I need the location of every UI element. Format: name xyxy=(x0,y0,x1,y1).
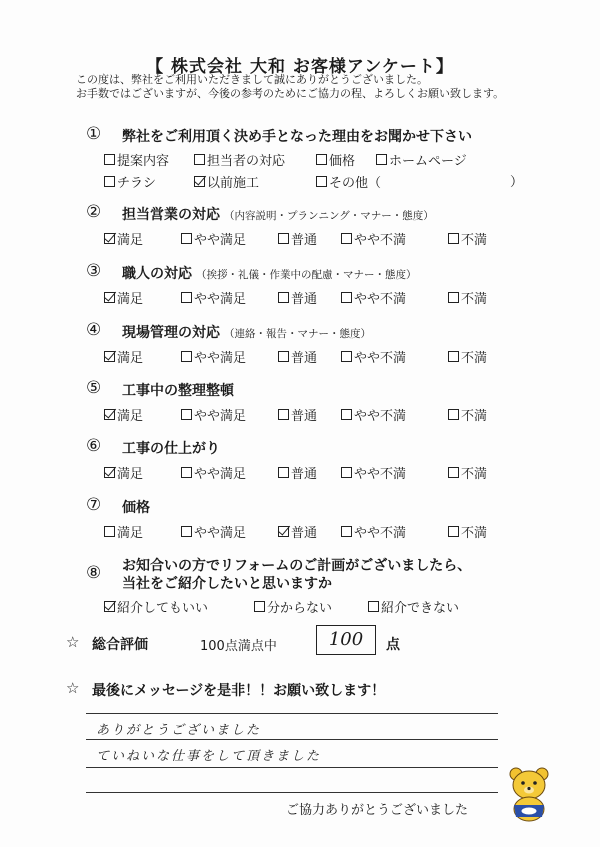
q7-option-4[interactable] xyxy=(448,522,487,541)
checkbox-icon[interactable] xyxy=(181,467,192,478)
option-label: 普通 xyxy=(291,467,318,482)
option-label: その他（ xyxy=(329,176,382,191)
bear-mascot-icon xyxy=(506,765,552,823)
checkbox-icon[interactable] xyxy=(448,292,459,303)
checkbox-checked-icon[interactable] xyxy=(104,233,115,244)
checkbox-icon[interactable] xyxy=(104,526,115,537)
option-label: 不満 xyxy=(461,351,488,366)
q4-number: ④ xyxy=(86,320,102,340)
option-label: 提案内容 xyxy=(117,154,170,169)
q5-number: ⑤ xyxy=(86,378,102,398)
q1-option-5[interactable] xyxy=(194,172,259,191)
option-label: やや不満 xyxy=(354,526,407,541)
q4-option-1[interactable] xyxy=(181,347,246,366)
q5-title xyxy=(122,380,234,400)
checkbox-icon[interactable] xyxy=(341,351,352,362)
checkbox-icon[interactable] xyxy=(448,409,459,420)
message-line-rule-3 xyxy=(86,792,498,793)
overall-star-icon: ☆ xyxy=(66,633,80,651)
option-label: やや満足 xyxy=(194,467,247,482)
q5-option-1[interactable] xyxy=(181,405,246,424)
checkbox-checked-icon[interactable] xyxy=(194,176,205,187)
q8-title-line-1: お知合いの方でリフォームのご計画がございましたら、 xyxy=(122,558,472,574)
q5-option-3[interactable] xyxy=(341,405,406,424)
checkbox-icon[interactable] xyxy=(341,292,352,303)
q1-option-2[interactable] xyxy=(316,150,355,169)
q6-option-1[interactable] xyxy=(181,463,246,482)
checkbox-icon[interactable] xyxy=(448,351,459,362)
message-line-rule-1 xyxy=(86,739,498,740)
checkbox-checked-icon[interactable] xyxy=(104,601,115,612)
message-line-rule-2 xyxy=(86,767,498,768)
message-line-2[interactable]: ていねいな仕事をして頂きました xyxy=(96,749,322,764)
checkbox-icon[interactable] xyxy=(194,154,205,165)
q4-option-3[interactable] xyxy=(341,347,406,366)
option-label: 満足 xyxy=(117,351,144,366)
checkbox-icon[interactable] xyxy=(341,409,352,420)
option-label: 価格 xyxy=(329,154,356,169)
option-label: 不満 xyxy=(461,233,488,248)
checkbox-icon[interactable] xyxy=(181,351,192,362)
option-label: 紹介してもいい xyxy=(117,601,209,616)
checkbox-checked-icon[interactable] xyxy=(104,292,115,303)
q7-option-0[interactable] xyxy=(104,522,143,541)
checkbox-checked-icon[interactable] xyxy=(278,526,289,537)
intro-line-2: お手数ではございますが、今後の参考のためにご協力の程、よろしくお願い致します。 xyxy=(76,87,505,100)
q4-option-4[interactable] xyxy=(448,347,487,366)
q3-option-2[interactable] xyxy=(278,288,317,307)
checkbox-icon[interactable] xyxy=(181,292,192,303)
option-label: 普通 xyxy=(291,409,318,424)
checkbox-icon[interactable] xyxy=(376,154,387,165)
q4-title xyxy=(122,322,371,342)
q6-number: ⑥ xyxy=(86,436,102,456)
q3-subtitle: （挨拶・礼儀・作業中の配慮・マナー・態度） xyxy=(196,269,417,281)
q4-option-2[interactable] xyxy=(278,347,317,366)
option-label: やや満足 xyxy=(194,233,247,248)
checkbox-icon[interactable] xyxy=(181,233,192,244)
checkbox-icon[interactable] xyxy=(278,409,289,420)
q7-title xyxy=(122,497,150,517)
q1-other-close: ） xyxy=(510,175,524,190)
q6-option-4[interactable] xyxy=(448,463,487,482)
checkbox-icon[interactable] xyxy=(341,526,352,537)
option-label: やや不満 xyxy=(354,351,407,366)
option-label: 紹介できない xyxy=(381,601,460,616)
option-label: 不満 xyxy=(461,467,488,482)
q5-option-4[interactable] xyxy=(448,405,487,424)
q2-subtitle: （内容説明・プランニング・マナー・態度） xyxy=(224,210,434,222)
q2-option-2[interactable] xyxy=(278,229,317,248)
checkbox-icon[interactable] xyxy=(278,467,289,478)
q8-option-1[interactable] xyxy=(254,597,332,616)
page-title: 【 株式会社 大和 お客様アンケート】 xyxy=(146,57,454,77)
checkbox-icon[interactable] xyxy=(254,601,265,612)
q2-option-0[interactable] xyxy=(104,229,143,248)
option-label: 以前施工 xyxy=(207,176,260,191)
q2-number: ② xyxy=(86,202,102,222)
checkbox-checked-icon[interactable] xyxy=(104,351,115,362)
q1-option-3[interactable] xyxy=(376,150,467,169)
option-label: チラシ xyxy=(117,176,157,191)
q7-number: ⑦ xyxy=(86,495,102,515)
q3-title xyxy=(122,263,417,283)
checkbox-icon[interactable] xyxy=(316,154,327,165)
q1-option-1[interactable] xyxy=(194,150,285,169)
q3-option-3[interactable] xyxy=(341,288,406,307)
q2-title xyxy=(122,204,434,224)
checkbox-icon[interactable] xyxy=(104,176,115,187)
checkbox-icon[interactable] xyxy=(278,292,289,303)
checkbox-icon[interactable] xyxy=(316,176,327,187)
option-label: やや満足 xyxy=(194,526,247,541)
checkbox-icon[interactable] xyxy=(104,154,115,165)
message-line-top xyxy=(86,713,498,714)
option-label: やや不満 xyxy=(354,409,407,424)
q2-title-text: 担当営業の対応 xyxy=(122,207,220,223)
checkbox-checked-icon[interactable] xyxy=(104,409,115,420)
q6-option-0[interactable] xyxy=(104,463,143,482)
checkbox-icon[interactable] xyxy=(341,233,352,244)
q6-title xyxy=(122,438,220,458)
option-label: やや不満 xyxy=(354,467,407,482)
q2-option-3[interactable] xyxy=(341,229,406,248)
overall-scale-text: 100点満点中 xyxy=(200,639,277,654)
option-label: やや満足 xyxy=(194,409,247,424)
q1-option-0[interactable] xyxy=(104,150,169,169)
option-label: 満足 xyxy=(117,409,144,424)
checkbox-icon[interactable] xyxy=(448,526,459,537)
q2-option-1[interactable] xyxy=(181,229,246,248)
intro-line-1: この度は、弊社をご利用いただきまして誠にありがとうございました。 xyxy=(76,73,428,86)
option-label: 普通 xyxy=(291,526,318,541)
q3-option-1[interactable] xyxy=(181,288,246,307)
checkbox-icon[interactable] xyxy=(181,526,192,537)
checkbox-icon[interactable] xyxy=(448,467,459,478)
option-label: 普通 xyxy=(291,351,318,366)
message-star-icon: ☆ xyxy=(66,679,80,697)
q4-title-text: 現場管理の対応 xyxy=(122,325,220,341)
q7-option-3[interactable] xyxy=(341,522,406,541)
q8-number: ⑧ xyxy=(86,563,102,583)
checkbox-icon[interactable] xyxy=(278,351,289,362)
q3-title-text: 職人の対応 xyxy=(122,266,192,282)
q1-number: ① xyxy=(86,124,102,144)
checkbox-icon[interactable] xyxy=(278,233,289,244)
q1-option-4[interactable] xyxy=(104,172,156,191)
checkbox-icon[interactable] xyxy=(341,467,352,478)
q6-option-2[interactable] xyxy=(278,463,317,482)
option-label: 満足 xyxy=(117,292,144,307)
q1-option-6[interactable] xyxy=(316,172,381,191)
q3-option-0[interactable] xyxy=(104,288,143,307)
option-label: やや不満 xyxy=(354,292,407,307)
q3-option-4[interactable] xyxy=(448,288,487,307)
footer-thanks: ご協力ありがとうございました xyxy=(286,803,469,818)
option-label: 満足 xyxy=(117,526,144,541)
q7-title-text: 価格 xyxy=(122,500,150,516)
option-label: 普通 xyxy=(291,292,318,307)
q8-option-0[interactable] xyxy=(104,597,208,616)
overall-label: 総合評価 xyxy=(92,637,148,653)
message-line-1[interactable]: ありがとうございました xyxy=(96,723,262,738)
q1-title: 弊社をご利用頂く決め手となった理由をお聞かせ下さい xyxy=(122,129,472,145)
option-label: やや不満 xyxy=(354,233,407,248)
q4-option-0[interactable] xyxy=(104,347,143,366)
q6-title-text: 工事の仕上がり xyxy=(122,441,220,457)
q4-subtitle: （連絡・報告・マナー・態度） xyxy=(224,328,371,340)
q5-title-text: 工事中の整理整頓 xyxy=(122,383,234,399)
checkbox-icon[interactable] xyxy=(181,409,192,420)
q2-option-4[interactable] xyxy=(448,229,487,248)
q5-option-2[interactable] xyxy=(278,405,317,424)
option-label: 不満 xyxy=(461,526,488,541)
option-label: 普通 xyxy=(291,233,318,248)
checkbox-checked-icon[interactable] xyxy=(104,467,115,478)
option-label: 満足 xyxy=(117,233,144,248)
overall-unit: 点 xyxy=(386,637,400,653)
q3-number: ③ xyxy=(86,261,102,281)
q6-option-3[interactable] xyxy=(341,463,406,482)
option-label: 不満 xyxy=(461,409,488,424)
checkbox-icon[interactable] xyxy=(368,601,379,612)
option-label: 分からない xyxy=(267,601,333,616)
option-label: やや満足 xyxy=(194,292,247,307)
message-label: 最後にメッセージを是非！！お願い致します！ xyxy=(92,683,386,699)
option-label: ホームページ xyxy=(389,154,467,169)
q7-option-1[interactable] xyxy=(181,522,246,541)
option-label: 担当者の対応 xyxy=(207,154,286,169)
overall-score-field[interactable]: 100 xyxy=(316,625,376,655)
option-label: やや満足 xyxy=(194,351,247,366)
option-label: 満足 xyxy=(117,467,144,482)
option-label: 不満 xyxy=(461,292,488,307)
checkbox-icon[interactable] xyxy=(448,233,459,244)
q8-title-line-2: 当社をご紹介したいと思いますか xyxy=(122,576,332,592)
q8-option-2[interactable] xyxy=(368,597,459,616)
q7-option-2[interactable] xyxy=(278,522,317,541)
q5-option-0[interactable] xyxy=(104,405,143,424)
